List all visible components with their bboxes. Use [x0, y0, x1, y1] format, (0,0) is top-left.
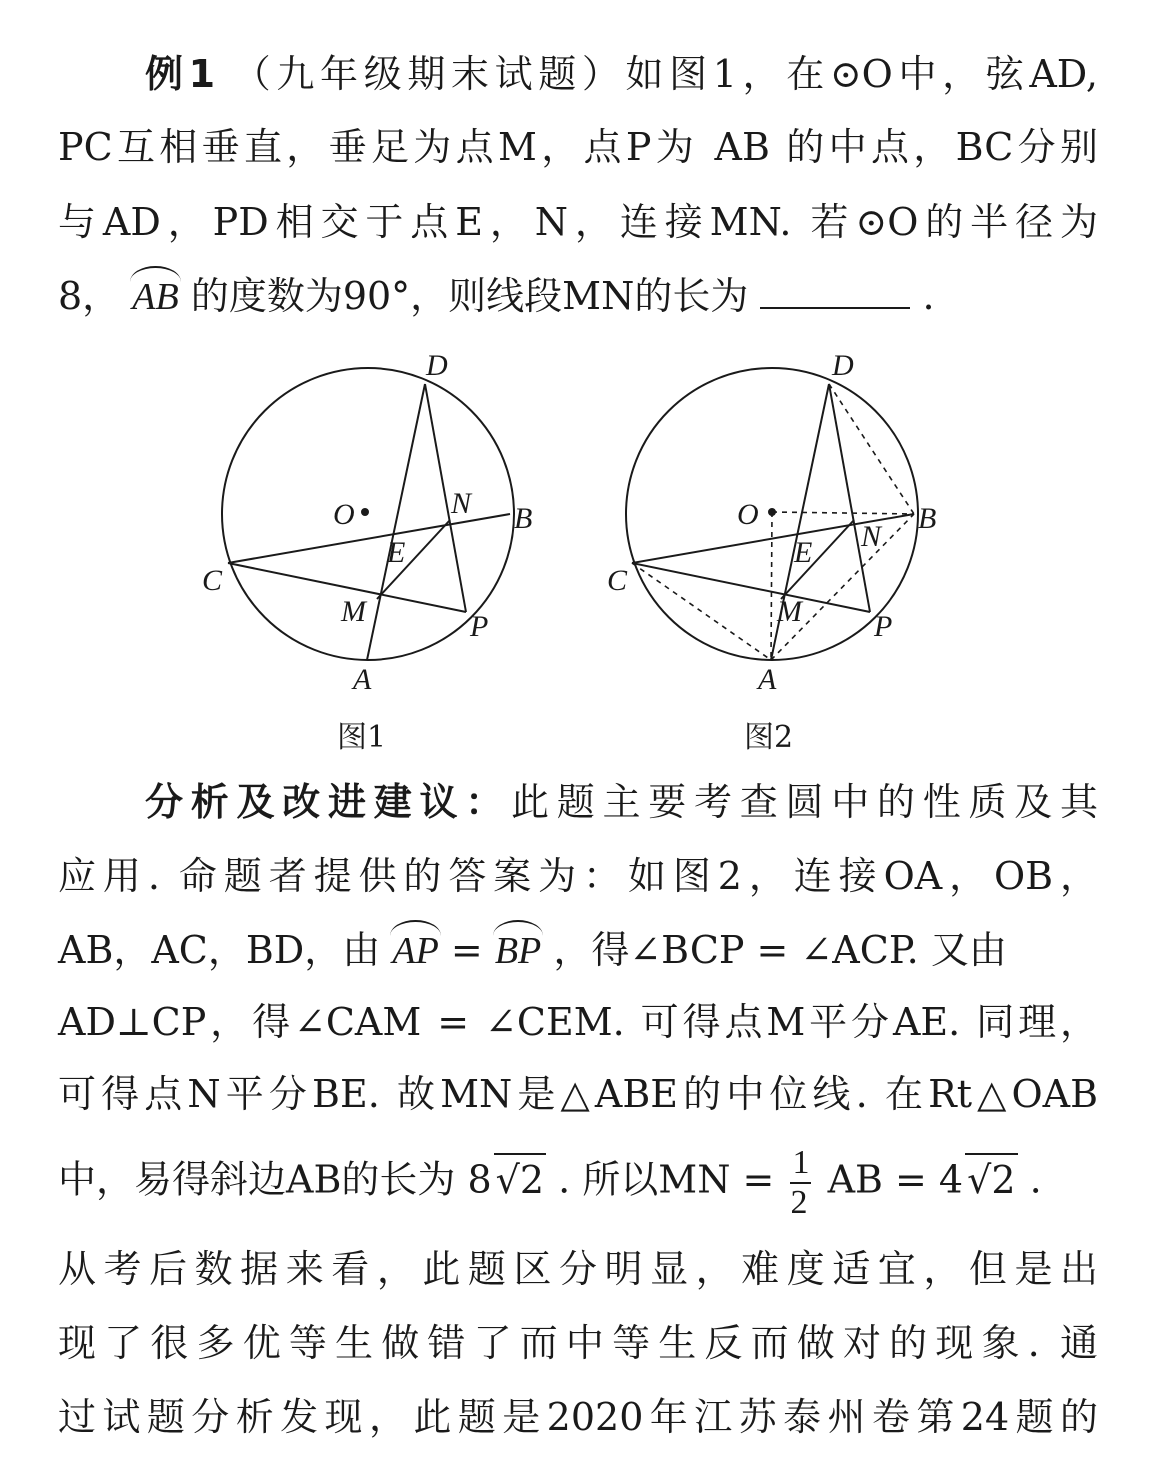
fig1-label-b: B — [514, 502, 533, 535]
arc-ab: AB — [132, 272, 178, 322]
analysis-label: 分析及改进建议： — [145, 780, 511, 824]
fig2-dashed-ob — [772, 512, 914, 514]
sqrt-2-second: √2 — [965, 1153, 1017, 1205]
fig1-label-c: C — [202, 564, 223, 597]
figure-2-caption: 图2 — [744, 720, 794, 755]
analysis-eq: = — [438, 928, 495, 972]
analysis-line-2: 应用. 命题者提供的答案为：如图2，连接OA，OB， — [58, 854, 1098, 898]
analysis-text-6c: AB = 4 — [827, 1157, 964, 1202]
analysis-line-1 — [145, 777, 1098, 827]
fig2-dashed-bd — [829, 384, 914, 514]
fig1-chord-ad — [367, 384, 425, 660]
analysis-text-3a: AB，AC，BD，由 — [58, 928, 381, 972]
fig2-label-c: C — [607, 564, 628, 597]
fraction-numerator: 1 — [790, 1146, 811, 1184]
fig2-label-b: B — [918, 502, 937, 535]
fig1-label-a: A — [353, 663, 372, 696]
sqrt-2-second-radicand: 2 — [991, 1157, 1016, 1202]
example-label: 例1 — [145, 52, 216, 96]
analysis-line-7: 从考后数据来看，此题区分明显，难度适宜，但是出 — [58, 1247, 1098, 1291]
fig2-label-d: D — [832, 349, 854, 382]
fig1-label-m: M — [341, 595, 366, 628]
analysis-line-3 — [58, 925, 1098, 976]
fig1-center-dot — [362, 509, 368, 515]
fig2-label-e: E — [794, 536, 813, 569]
problem-text-4a: 8， — [58, 274, 121, 318]
fig2-dashed-oa — [771, 512, 772, 660]
analysis-text-3b: ，得∠BCP = ∠ACP. 又由 — [553, 928, 1007, 972]
fraction-one-half — [790, 1146, 811, 1220]
fig1-label-p: P — [470, 610, 489, 643]
arc-bp: BP — [495, 926, 541, 976]
analysis-line-4: AD⊥CP，得∠CAM = ∠CEM. 可得点M平分AE. 同理， — [58, 1000, 1098, 1044]
fig1-labels — [202, 349, 532, 696]
problem-text-4end: . — [922, 274, 935, 318]
analysis-text-6b: . 所以MN = — [558, 1157, 775, 1202]
sqrt-2-first: √2 — [494, 1153, 546, 1205]
fig2-label-m: M — [777, 595, 802, 628]
fig2-label-a: A — [758, 663, 777, 696]
analysis-text-6a: 中，易得斜边AB的长为 8 — [58, 1157, 492, 1202]
problem-line-3: 与AD，PD相交于点E，N，连接MN. 若⊙O的半径为 — [58, 200, 1098, 244]
analysis-text-1: 此题主要考查圆中的性质及其 — [511, 780, 1098, 824]
fig1-label-d: D — [426, 349, 448, 382]
analysis-line-9: 过试题分析发现，此题是2020年江苏泰州卷第24题的 — [58, 1395, 1098, 1439]
analysis-line-8: 现了很多优等生做错了而中等生反而做对的现象. 通 — [58, 1321, 1098, 1365]
fig2-label-n: N — [861, 520, 882, 553]
problem-text-4b: 的度数为90°，则线段MN的长为 — [190, 274, 749, 318]
figure-1-caption: 图1 — [337, 720, 387, 755]
fig1-label-o: O — [333, 498, 355, 531]
analysis-text-6d: . — [1029, 1157, 1042, 1202]
problem-text-1: （九年级期末试题）如图1，在⊙O中，弦AD, — [232, 52, 1098, 96]
fig2-center-dot — [769, 509, 775, 515]
analysis-line-6 — [58, 1146, 1098, 1220]
sqrt-2-first-radicand: 2 — [519, 1157, 545, 1202]
problem-line-2: PC互相垂直，垂足为点M，点P为 AB 的中点，BC分别 — [58, 125, 1098, 169]
analysis-line-5: 可得点N平分BE. 故MN是△ABE的中位线. 在Rt△OAB — [58, 1072, 1098, 1116]
fraction-denominator: 2 — [790, 1184, 808, 1221]
fig2-label-p: P — [874, 610, 893, 643]
arc-ap: AP — [392, 926, 438, 976]
fig1-chord-cb — [228, 514, 510, 563]
fig2-label-o: O — [737, 498, 759, 531]
fig1-label-n: N — [451, 487, 472, 520]
fig2-chord-dp — [829, 384, 870, 612]
fig1-label-e: E — [387, 536, 406, 569]
